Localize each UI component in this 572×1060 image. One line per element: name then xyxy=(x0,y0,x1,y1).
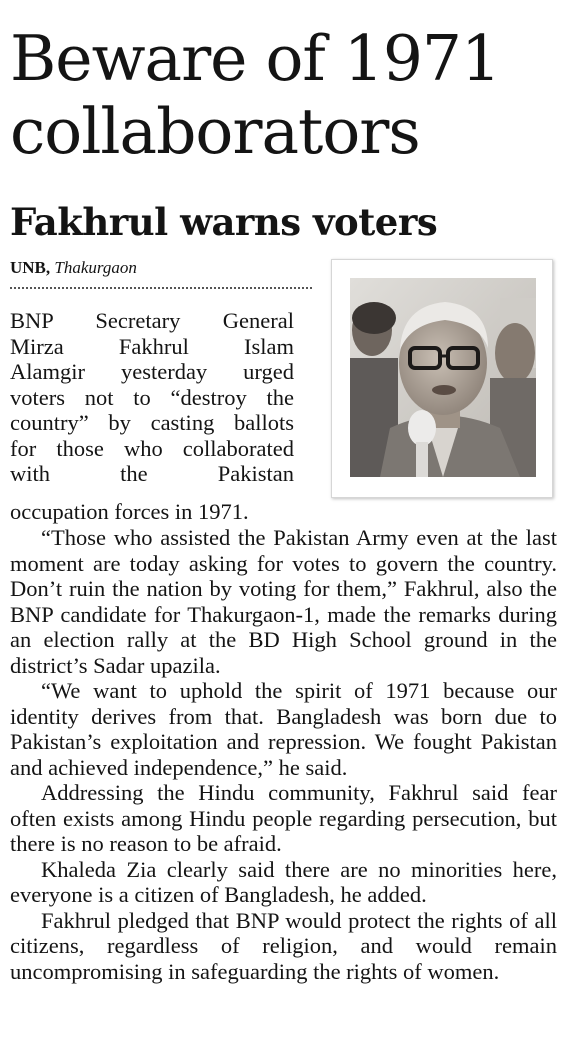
paragraph: “Those who assisted the Pakistan Army even at the last moment are today asking for votes to govern the country. Don’t ruin the nation by voting for them,” Fakhrul, also the BNP candidate for Thakurgaon-1, made the remarks during an election rally at the BD High School ground in the district’s Sadar upazila. xyxy=(10,525,557,678)
paragraph: Fakhrul pledged that BNP would protect the rights of all citizens, regardless of religion, and would remain uncompromising in safeguarding the rights of women. xyxy=(10,907,557,984)
lead-line: BNP Secretary General xyxy=(10,308,294,333)
byline-location: Thakurgaon xyxy=(54,258,137,277)
byline xyxy=(10,257,137,279)
lead-line: for those who collaborated xyxy=(10,435,294,461)
paragraph: “We want to uphold the spirit of 1971 because our identity derives from that. Bangladesh was born due to Pakistan’s exploitation and repression. We fought Pakistan and achieved independence,” he said. xyxy=(10,678,557,780)
lead-line: voters not to “destroy the xyxy=(10,384,294,410)
headline-line-1: Beware of 1971 xyxy=(10,22,501,95)
byline-divider xyxy=(10,287,312,289)
lead-line: with the Pakistan xyxy=(10,461,294,486)
article-body xyxy=(10,525,557,984)
headline xyxy=(10,22,565,168)
speaker-photo-graphic xyxy=(350,278,536,477)
speaker-photo xyxy=(350,278,536,477)
paragraph: Addressing the Hindu community, Fakhrul said fear often exists among Hindu people regarding persecution, but there is no reason to be afraid. xyxy=(10,780,557,856)
lead-paragraph xyxy=(10,308,294,487)
lead-line-last: occupation forces in 1971. xyxy=(10,499,249,524)
lead-line: country” by casting ballots xyxy=(10,410,294,435)
lead-line: Mirza Fakhrul Islam xyxy=(10,333,294,359)
lead-line: Alamgir yesterday urged xyxy=(10,359,294,384)
photo-frame xyxy=(331,259,553,498)
paragraph: Khaleda Zia clearly said there are no minorities here, everyone is a citizen of Bangladesh, he added. xyxy=(10,856,557,907)
subheadline: Fakhrul warns voters xyxy=(10,200,438,244)
headline-line-2: collaborators xyxy=(10,95,420,168)
byline-agency: UNB, xyxy=(10,258,51,277)
